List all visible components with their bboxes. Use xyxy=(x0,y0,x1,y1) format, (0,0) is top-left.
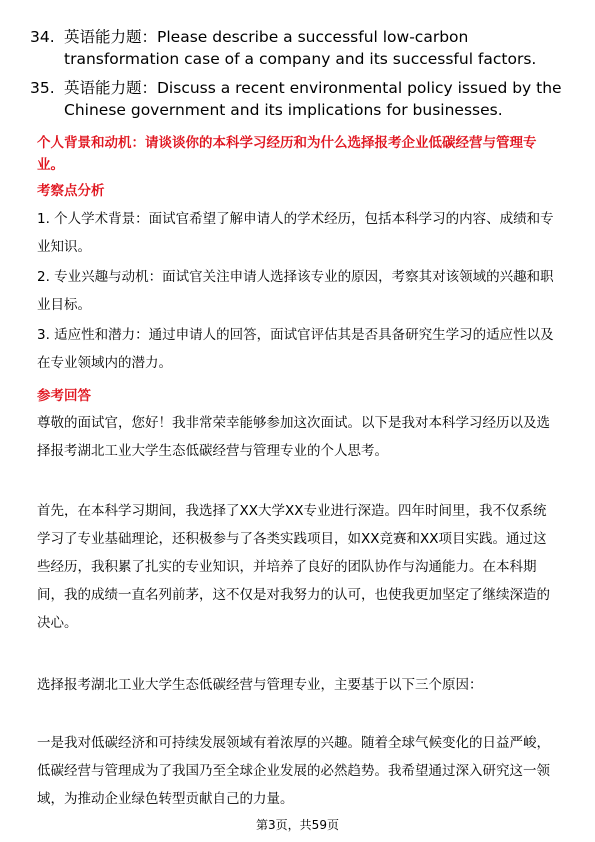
answer-paragraph-3: 选择报考湖北工业大学生态低碳经营与管理专业，主要基于以下三个原因： xyxy=(37,677,483,693)
main-question: 个人背景和动机：请谈谈你的本科学习经历和为什么选择报考企业低碳经营与管理专业。 xyxy=(37,135,537,173)
analysis-point-2: 2. 专业兴趣与动机：面试官关注申请人选择该专业的原因，考察其对该领域的兴趣和职业目标。 xyxy=(37,269,554,313)
question-34 xyxy=(30,26,570,68)
page-footer: 第3页，共59页 xyxy=(256,818,339,832)
analysis-point-3: 3. 适应性和潜力：通过申请人的回答，面试官评估其是否具备研究生学习的适应性以及在专业领域内的潜力。 xyxy=(37,327,554,371)
question-number: 35. xyxy=(30,79,55,97)
answer-heading: 参考回答 xyxy=(37,388,91,404)
question-text: 英语能力题：Please describe a successful low-carbon transformation case of a company and its successful factors. xyxy=(64,28,537,68)
question-text: 英语能力题：Discuss a recent environmental policy issued by the Chinese government and its implications for businesses. xyxy=(64,79,562,119)
analysis-heading: 考察点分析 xyxy=(37,183,105,199)
answer-paragraph-2: 首先，在本科学习期间，我选择了XX大学XX专业进行深造。四年时间里，我不仅系统学习了专业基础理论，还积极参与了各类实践项目，如XX竞赛和XX项目实践。通过这些经历，我积累了扎实的专业知识，并培养了良好的团队协作与沟通能力。在本科期间，我的成绩一直名列前茅，这不仅是对我努力的认可，也使我更加坚定了继续深造的决心。 xyxy=(37,503,550,631)
answer-paragraph-4: 一是我对低碳经济和可持续发展领域有着浓厚的兴趣。随着全球气候变化的日益严峻，低碳经营与管理成为了我国乃至全球企业发展的必然趋势。我希望通过深入研究这一领域，为推动企业绿色转型贡献自己的力量。 xyxy=(37,735,550,807)
analysis-point-1: 1. 个人学术背景：面试官希望了解申请人的学术经历，包括本科学习的内容、成绩和专业知识。 xyxy=(37,211,554,255)
answer-paragraph-1: 尊敬的面试官，您好！我非常荣幸能够参加这次面试。以下是我对本科学习经历以及选择报考湖北工业大学生态低碳经营与管理专业的个人思考。 xyxy=(37,415,550,459)
question-35 xyxy=(30,77,570,119)
question-number: 34. xyxy=(30,28,55,46)
